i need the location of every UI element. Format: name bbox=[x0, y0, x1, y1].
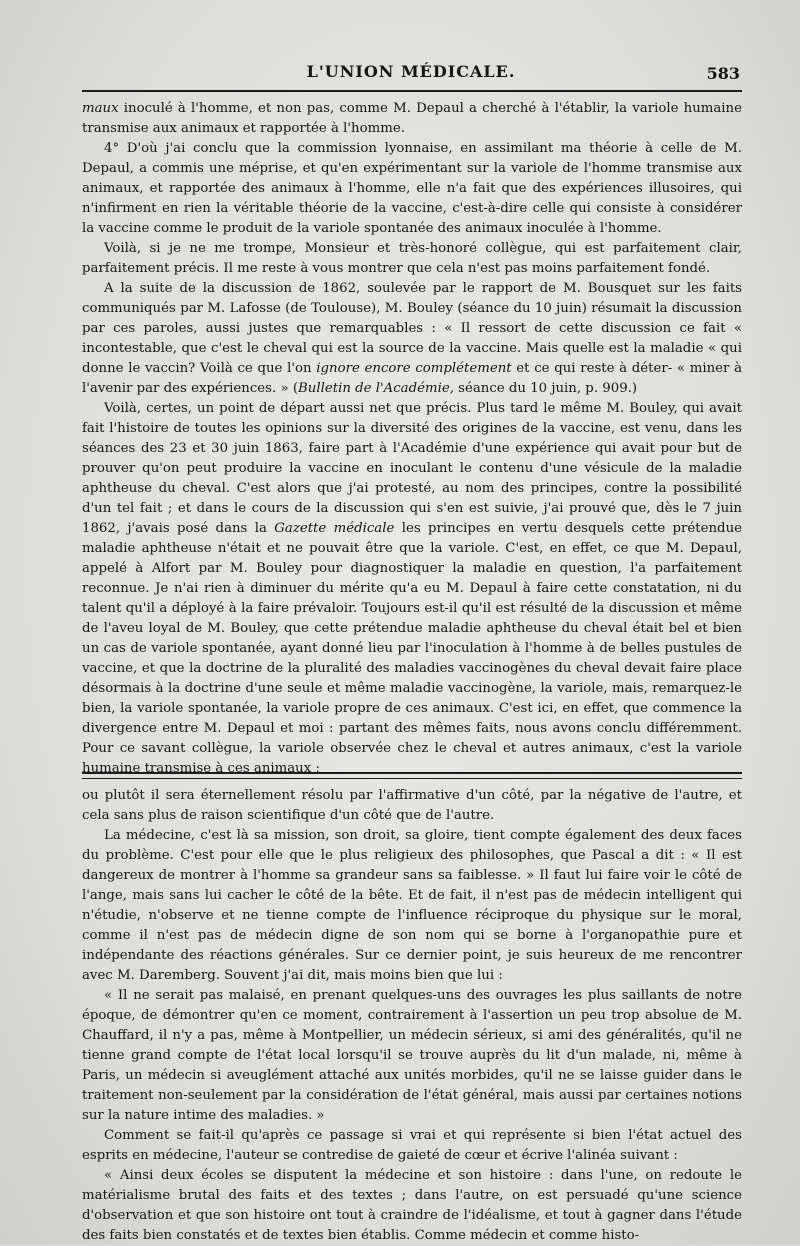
top-text-block bbox=[82, 99, 742, 779]
quoted-paragraph: « Il ne serait pas malaisé, en prenant quelques-uns des ouvrages les plus saillants de notre époque, de démontrer qu'en ce moment, contrairement à l'assertion un peu trop absolue de M. Chauffard, il n'y a pas, même à Montpellier, un médecin sérieux, si ami des généralités, qu'il ne tienne grand compte de l'état local lorsqu'il se trouve auprès du lit d'un malade, ni, même à Paris, un médecin si aveuglément attaché aux unités morbides, qu'il ne se laisse guider dans le traitement non-seulement par la considération de l'état général, mais aussi par certaines notions sur la nature intime des maladies. » bbox=[82, 988, 742, 1123]
header-rule bbox=[82, 90, 742, 92]
page-number: 583 bbox=[706, 64, 740, 83]
paragraph: Voilà, certes, un point de départ aussi net que précis. Plus tard le même M. Bouley, qui avait fait l'histoire de toutes les opinions sur la diversité des origines de la vaccine, est venu, dans les séances des 23 et 30 juin 1863, faire part à l'Académie d'une expérience qui avait pour but de prouver qu'on peut produire la vaccine en inoculant le contenu d'une vésicule de la maladie aphtheuse du cheval. C'est alors que j'ai protesté, au nom des principes, contre la possibilité d'un tel fait ; et dans le cours de la discussion qui s'en est suivie, j'ai prouvé que, dès le 7 juin 1862, j'avais posé dans la Gazette médicale les principes en vertu desquels cette prétendue maladie aphtheuse n'était et ne pouvait être que la variole. C'est, en effet, ce que M. Depaul, appelé à Alfort par M. Bouley pour diagnostiquer la maladie en question, l'a parfaitement reconnue. Je n'ai rien à diminuer du mérite qu'a eu M. Depaul à faire cette constatation, ni du talent qu'il a déployé à la faire prévaloir. Toujours est-il qu'il est résulté de la discussion et même de l'aveu loyal de M. Bouley, que cette prétendue maladie aphtheuse du cheval était bel et bien un cas de variole spontanée, ayant donné lieu par l'inoculation à l'homme à de belles pustules de vaccine, et que la doctrine de la pluralité des maladies vaccinogènes du cheval devait faire place désormais à la doctrine d'une seule et même maladie vaccinogène, la variole, mais, remarquez-le bien, la variole spontanée, la variole propre de ces animaux. C'est ici, en effet, que commence la divergence entre M. Depaul et moi : partant des mêmes faits, nous avons conclu différemment. Pour ce savant collègue, la variole observée chez le cheval et autres animaux, c'est la variole humaine transmise à ces animaux ; bbox=[82, 401, 742, 776]
paragraph: Comment se fait-il qu'après ce passage si vrai et qui représente si bien l'état actuel des esprits en médecine, l'auteur se contredise de gaieté de cœur et écrive l'alinéa suivant : bbox=[82, 1128, 742, 1163]
running-title: L'UNION MÉDICALE. bbox=[306, 62, 516, 81]
paragraph: Voilà, si je ne me trompe, Monsieur et très-honoré collègue, qui est parfaitement clair, parfaitement précis. Il me reste à vous montrer que cela n'est pas moins parfaitement fondé. bbox=[82, 241, 742, 276]
italic-word: maux bbox=[82, 101, 119, 116]
bottom-text-block bbox=[82, 786, 742, 1246]
paragraph: ou plutôt il sera éternellement résolu par l'affirmative d'un côté, par la négative de l'autre, et cela sans plus de raison scientifique d'un côté que de l'autre. bbox=[82, 788, 742, 823]
section-separator bbox=[82, 772, 742, 779]
paragraph: 4° D'où j'ai conclu que la commission lyonnaise, en assimilant ma théorie à celle de M. Depaul, a commis une méprise, et qu'en expérimentant sur la variole de l'homme transmise aux animaux, et rapportée des animaux à l'homme, elle n'a fait que des expériences illusoires, qui n'infirment en rien la véritable théorie de la vaccine, c'est-à-dire celle qui consiste à considérer la vaccine comme le produit de la variole spontanée des animaux inoculée à l'homme. bbox=[82, 141, 742, 236]
paragraph: A la suite de la discussion de 1862, soulevée par le rapport de M. Bousquet sur les faits communiqués par M. Lafosse (de Toulouse), M. Bouley (séance du 10 juin) résumait la discussion par ces paroles, aussi justes que remarquables : « Il ressort de cette discussion ce fait « incontestable, que c'est le cheval qui est la source de la vaccine. Mais quelle est la maladie « qui donne le vaccin? Voilà ce que l'on ignore encore complétement et ce qui reste à déter- « miner à l'avenir par des expériences. » (Bulletin de l'Académie, séance du 10 juin, p. 909.) bbox=[82, 281, 742, 396]
paragraph: maux inoculé à l'homme, et non pas, comme M. Depaul a cherché à l'établir, la variole humaine transmise aux animaux et rapportée à l'homme. bbox=[82, 101, 742, 136]
page-header bbox=[82, 56, 740, 86]
paragraph: La médecine, c'est là sa mission, son droit, sa gloire, tient compte également des deux faces du problème. C'est pour elle que le plus religieux des philosophes, que Pascal a dit : « Il est dangereux de montrer à l'homme sa grandeur sans sa faiblesse. » Il faut lui faire voir le côté de l'ange, mais sans lui cacher le côté de la bête. Et de fait, il n'est pas de médecin intelligent qui n'étudie, n'observe et ne tienne compte de l'influence réciproque du physique sur le moral, comme il n'est pas de médecin digne de son nom qui se borne à l'organopathie pure et indépendante des réactions générales. Sur ce dernier point, je suis heureux de me rencontrer avec M. Daremberg. Souvent j'ai dit, mais moins bien que lui : bbox=[82, 828, 742, 983]
quoted-paragraph: « Ainsi deux écoles se disputent la médecine et son histoire : dans l'une, on redoute le matérialisme brutal des faits et des textes ; dans l'autre, on est persuadé qu'une science d'observation et que son histoire ont tout à craindre de l'idéalisme, et tout à gagner dans l'étude des faits bien constatés et de textes bien établis. Comme médecin et comme histo- bbox=[82, 1168, 742, 1243]
